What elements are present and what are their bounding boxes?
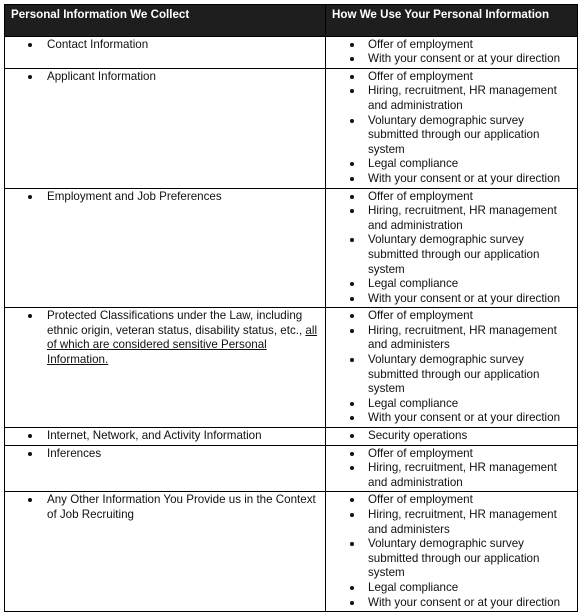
category-item: Employment and Job Preferences xyxy=(11,190,319,205)
personal-information-table xyxy=(4,4,578,612)
use-item: Voluntary demographic survey submitted through our application system xyxy=(332,353,571,397)
use-item: Legal compliance xyxy=(332,397,571,412)
use-item: Legal compliance xyxy=(332,157,571,172)
use-item: Offer of employment xyxy=(332,447,571,462)
category-cell xyxy=(5,445,326,492)
use-item: Offer of employment xyxy=(332,70,571,85)
uses-cell xyxy=(326,188,578,308)
use-item: Legal compliance xyxy=(332,277,571,292)
category-cell xyxy=(5,68,326,188)
table-row xyxy=(5,36,578,68)
header-collect: Personal Information We Collect xyxy=(5,5,326,37)
use-item: Security operations xyxy=(332,429,571,444)
table-row xyxy=(5,308,578,428)
use-item: With your consent or at your direction xyxy=(332,292,571,307)
uses-cell xyxy=(326,68,578,188)
uses-cell xyxy=(326,492,578,612)
category-item: Internet, Network, and Activity Information xyxy=(11,429,319,444)
use-item: Hiring, recruitment, HR management and administers xyxy=(332,508,571,537)
category-cell xyxy=(5,188,326,308)
category-item xyxy=(11,309,319,367)
table-header-row xyxy=(5,5,578,37)
table-row xyxy=(5,428,578,446)
use-item: Hiring, recruitment, HR management and administers xyxy=(332,324,571,353)
use-item: Offer of employment xyxy=(332,38,571,53)
table-row xyxy=(5,68,578,188)
use-item: Hiring, recruitment, HR management and administration xyxy=(332,461,571,490)
use-item: Legal compliance xyxy=(332,581,571,596)
header-use: How We Use Your Personal Information xyxy=(326,5,578,37)
use-item: With your consent or at your direction xyxy=(332,172,571,187)
uses-cell xyxy=(326,308,578,428)
category-cell xyxy=(5,36,326,68)
use-item: With your consent or at your direction xyxy=(332,411,571,426)
category-cell xyxy=(5,308,326,428)
category-cell xyxy=(5,428,326,446)
table-row xyxy=(5,188,578,308)
uses-cell xyxy=(326,445,578,492)
sensitive-info-note: all of which are considered sensitive Personal Information. xyxy=(47,323,318,367)
uses-cell xyxy=(326,36,578,68)
table-row xyxy=(5,445,578,492)
category-item: Inferences xyxy=(11,447,319,462)
use-item: With your consent or at your direction xyxy=(332,596,571,611)
use-item: Voluntary demographic survey submitted through our application system xyxy=(332,233,571,277)
category-item: Contact Information xyxy=(11,38,319,53)
use-item: Voluntary demographic survey submitted through our application system xyxy=(332,114,571,158)
category-item: Any Other Information You Provide us in the Context of Job Recruiting xyxy=(11,493,319,522)
use-item: Offer of employment xyxy=(332,309,571,324)
uses-cell xyxy=(326,428,578,446)
use-item: With your consent or at your direction xyxy=(332,52,571,67)
table-row xyxy=(5,492,578,612)
use-item: Hiring, recruitment, HR management and administration xyxy=(332,84,571,113)
use-item: Offer of employment xyxy=(332,190,571,205)
use-item: Hiring, recruitment, HR management and administration xyxy=(332,204,571,233)
category-cell xyxy=(5,492,326,612)
use-item: Voluntary demographic survey submitted through our application system xyxy=(332,537,571,581)
category-item: Applicant Information xyxy=(11,70,319,85)
category-text: Protected Classifications under the Law, including ethnic origin, veteran status, disability status, etc., xyxy=(47,309,303,337)
use-item: Offer of employment xyxy=(332,493,571,508)
